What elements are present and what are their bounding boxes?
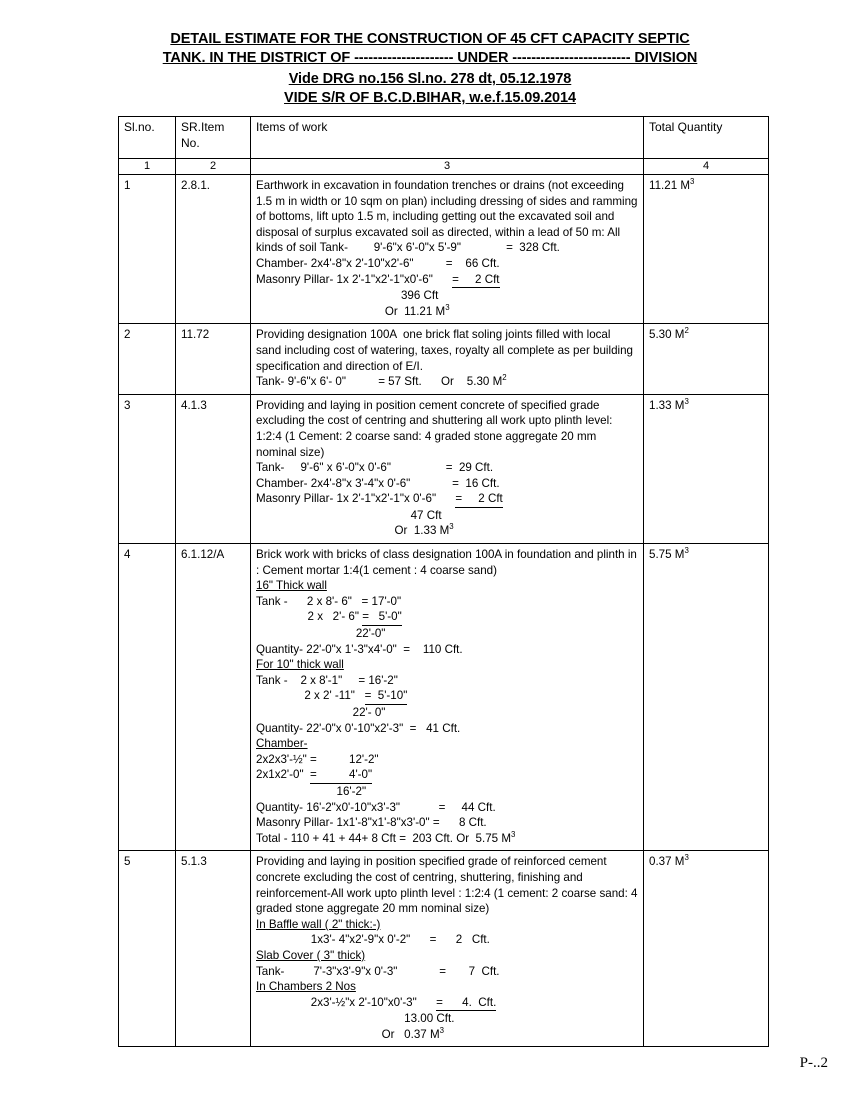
calculation-line: Tank - 2 x 8'- 6" = 17'-0" [256, 594, 402, 608]
table-row [119, 544, 769, 851]
table-column-number-row [119, 159, 769, 175]
row-calculation-block-c [256, 995, 638, 1043]
calculation-line: Tank - 2 x 8'-1" = 16'-2" [256, 673, 398, 687]
row-sl-no: 2 [119, 324, 176, 394]
calculation-line: Total - 110 + 41 + 44+ 8 Cft = 203 Cft. Or 5.75 $M^3$ [256, 829, 516, 845]
calculation-line: 2 x 2' -11" = 5'-10" [256, 688, 638, 705]
row-sr-item-no: 11.72 [176, 324, 251, 394]
row-sr-item-no: 5.1.3 [176, 851, 251, 1047]
calculation-line: 2x2x3'-½" = 12'-2" [256, 752, 379, 766]
title-line-3-text: Vide DRG no.156 Sl.no. 278 dt, 05.12.1978 [288, 71, 572, 87]
calculation-line: kinds of soil Tank- 9'-6"x 6'-0"x 5'-9" = 328 Cft. [256, 241, 560, 255]
row-total-quantity [644, 175, 769, 324]
table-row [119, 394, 769, 543]
row-total-quantity-value: 5.75 M [649, 548, 685, 562]
calculation-line: Chamber- 2x4'-8"x 2'-10"x2'-6" = 66 Cft. [256, 256, 500, 270]
calculation-line: 1x3'- 4"x2'-9"x 0'-2" = 2 Cft. [256, 933, 490, 947]
row-description-prose: Providing and laying in position specified grade of reinforced cement concrete excluding the cost of centring, shuttering, finishing and reinforcement-All work upto plinth level : 1:2:4 (1 cement: 2 coarse sand: 4 graded stone aggregate 20 mm nominal size) [256, 855, 641, 916]
col-number-1: 1 [119, 159, 176, 175]
row-sub-heading-1: 16" Thick wall [256, 579, 327, 593]
row-description-cell [251, 544, 644, 851]
row-total-quantity-unit-exp: 3 [684, 396, 689, 406]
calculation-line: Masonry Pillar- 1x 2'-1"x2'-1"x0'-6" = 2 Cft [256, 272, 638, 289]
row-total-quantity-unit-exp: 3 [684, 853, 689, 863]
row-description-prose: Providing and laying in position cement concrete of specified grade excluding the cost of centring and shuttering all work upto plinth level: 1:2:4 (1 Cement: 2 coarse sand: 4 graded stone aggregate 20 mm nominal size) [256, 398, 616, 459]
calculation-line: 13.00 Cft. [256, 1012, 455, 1026]
row-description-cell [251, 324, 644, 394]
calculation-line: 2x1x2'-0" = 4'-0" [256, 767, 638, 784]
row-calculation-block-b [256, 673, 638, 736]
calculation-line: Quantity- 22'-0"x 0'-10"x2'-3" = 41 Cft. [256, 721, 461, 735]
row-total-quantity-value: 1.33 M [649, 398, 685, 412]
row-calculation-block [256, 374, 638, 390]
calculation-line: 22'- 0" [256, 706, 386, 719]
col-number-2: 2 [176, 159, 251, 175]
row-total-quantity-value: 5.30 M [649, 328, 685, 342]
row-description-prose: Brick work with bricks of class designation 100A in foundation and plinth in : Cement mortar 1:4(1 cement : 4 coarse sand) [256, 548, 641, 577]
calculation-line: Tank- 9'-6" x 6'-0"x 0'-6" = 29 Cft. [256, 461, 494, 475]
row-total-quantity [644, 394, 769, 543]
table-row [119, 175, 769, 324]
calculation-line: 16'-2" [256, 784, 367, 798]
title-line-1 [80, 30, 780, 49]
row-sl-no: 3 [119, 394, 176, 543]
row-sub-heading-2: For 10" thick wall [256, 658, 344, 672]
header-sl-no: Sl.no. [119, 117, 176, 159]
table-row [119, 851, 769, 1047]
row-sl-no: 4 [119, 544, 176, 851]
row-total-quantity [644, 851, 769, 1047]
row-calculation-block [256, 240, 638, 319]
calculation-line: 2 x 2'- 6" = 5'-0" [256, 609, 638, 626]
row-description-prose: Providing designation 100A one brick flat soling joints filled with local sand including cost of watering, taxes, royalty all complete as per building specification and direction of E/I. [256, 328, 637, 373]
title-line-4 [80, 89, 780, 108]
calculation-line: Tank- 7'-3"x3'-9"x 0'-3" = 7 Cft. [256, 964, 500, 978]
row-total-quantity [644, 544, 769, 851]
row-total-quantity-value: 0.37 M [649, 855, 685, 869]
header-sr-item-no [176, 117, 251, 159]
table-row [119, 324, 769, 394]
row-total-quantity-value: 11.21 M [649, 179, 691, 192]
calculation-line: Tank- 9'-6"x 6'- 0" = 57 Sft. Or 5.30 $M^2$ [256, 373, 507, 389]
title-line-3 [80, 70, 780, 89]
row-sub-heading-3: In Chambers 2 Nos [256, 980, 356, 994]
row-description-prose: Earthwork in excavation in foundation trenches or drains (not exceeding 1.5 m in width or 10 sqm on plan) including dressing of sides and ramming of bottoms, lift upto 1.5 m, including getting out the excavated soil and disposal of surplus excavated soil as directed, within a lead of 50 m: All [256, 179, 641, 239]
calculation-line: 47 Cft [256, 508, 442, 522]
row-sub-heading-1: In Baffle wall ( 2" thick:-) [256, 917, 381, 931]
row-sl-no: 5 [119, 851, 176, 1047]
row-total-quantity-unit-exp: 3 [684, 546, 689, 556]
row-calculation-block-c [256, 752, 638, 847]
header-items-of-work: Items of work [251, 117, 644, 159]
row-description-cell [251, 175, 644, 324]
row-calculation-block-a [256, 594, 638, 657]
calculation-line: Masonry Pillar- 1x 2'-1"x2'-1"x 0'-6" = 2 Cft [256, 491, 638, 508]
col-number-3: 3 [251, 159, 644, 175]
estimate-table [118, 116, 769, 1047]
row-calculation-block [256, 460, 638, 539]
row-description-cell [251, 394, 644, 543]
header-total-quantity: Total Quantity [644, 117, 769, 159]
row-total-quantity [644, 324, 769, 394]
title-line-2 [80, 49, 780, 68]
row-sub-heading-3: Chamber- [256, 737, 308, 751]
row-sl-no: 1 [119, 175, 176, 324]
document-title-block [80, 30, 780, 108]
title-line-2-text: TANK. IN THE DISTRICT OF --------------------- UNDER ------------------------- DIVISION [162, 50, 698, 66]
col-number-4: 4 [644, 159, 769, 175]
calculation-line: Or 1.33 $M^3$ [256, 522, 454, 538]
row-sr-item-no: 6.1.12/A [176, 544, 251, 851]
row-calculation-block-b [256, 964, 638, 980]
calculation-line: 22'-0" [256, 627, 386, 641]
page-footer: P-..2 [799, 1055, 828, 1071]
calculation-line: Quantity- 16'-2"x0'-10"x3'-3" = 44 Cft. [256, 800, 496, 814]
row-calculation-block-a [256, 932, 638, 948]
header-sr-item-no-label: SR.Item No. [181, 120, 225, 150]
calculation-line: Or 11.21 $M^3$ [256, 302, 450, 318]
calculation-line: Masonry Pillar- 1x1'-8"x1'-8"x3'-0" = 8 Cft. [256, 816, 487, 830]
title-line-1-text: DETAIL ESTIMATE FOR THE CONSTRUCTION OF 45 CFT CAPACITY SEPTIC [170, 31, 690, 47]
row-sr-item-no: 2.8.1. [176, 175, 251, 324]
calculation-line: Chamber- 2x4'-8"x 3'-4"x 0'-6" = 16 Cft. [256, 476, 500, 490]
row-total-quantity-unit-exp: 2 [684, 326, 689, 336]
calculation-line: 396 Cft [256, 289, 439, 303]
row-total-quantity-unit-exp: 3 [690, 177, 695, 187]
calculation-line: 2x3'-½"x 2'-10"x0'-3" = 4. Cft. [256, 995, 638, 1012]
title-line-4-text: VIDE S/R OF B.C.D.BIHAR, w.e.f.15.09.2014 [284, 90, 576, 106]
row-sr-item-no: 4.1.3 [176, 394, 251, 543]
row-description-cell [251, 851, 644, 1047]
row-sub-heading-2: Slab Cover ( 3" thick) [256, 948, 366, 962]
table-header-row [119, 117, 769, 159]
calculation-line: Quantity- 22'-0"x 1'-3"x4'-0" = 110 Cft. [256, 642, 463, 656]
calculation-line: Or 0.37 $M^3$ [256, 1026, 444, 1041]
